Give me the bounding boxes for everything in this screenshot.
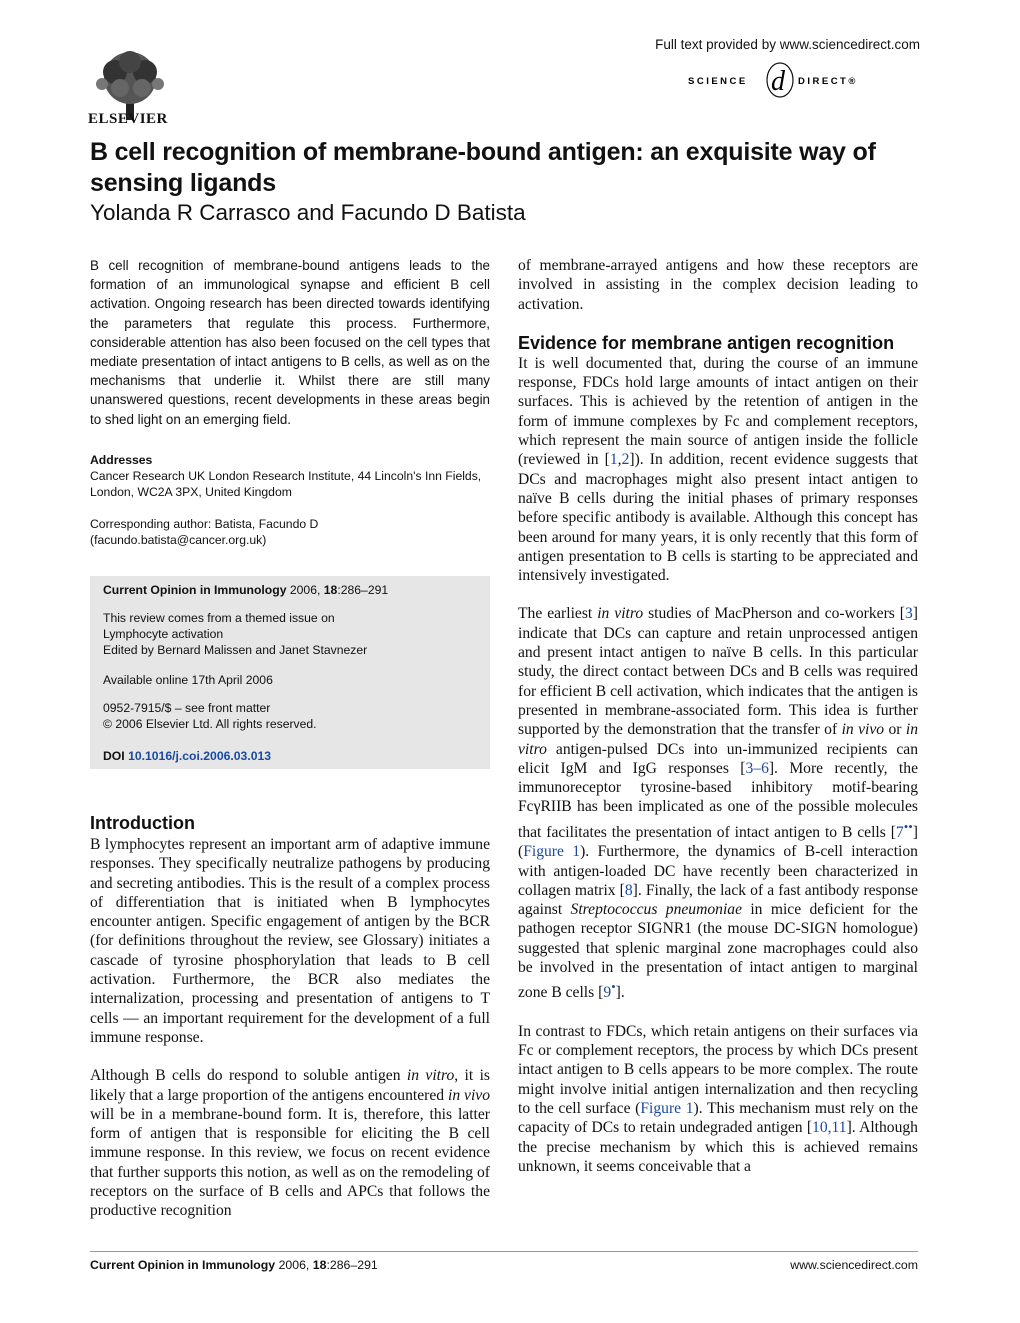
footer-rule — [90, 1251, 918, 1252]
citation-link[interactable]: 9• — [603, 979, 616, 1002]
article-info-box — [90, 576, 490, 769]
corresponding-email-line: (facundo.batista@cancer.org.uk) — [90, 532, 267, 547]
citation-link[interactable]: 3–6 — [745, 759, 769, 777]
citation-link[interactable]: 2 — [621, 451, 630, 469]
evidence-paragraph-2: The earliest in vitro studies of MacPherson and co-workers [3] indicate that DCs can capture and retain unprocessed antigen and present intact antigen to naïve B cells. In this particular study, the direct contact between DCs and B cells was required for efficient B cell activation, which indicates that the antigen is presented in membrane-associated form. This idea is further supported by the demonstration that the transfer of in vivo or in vitro antigen-pulsed DCs into un-immunized recipients can elicit IgM and IgG responses [3–6]. More recently, the immunoreceptor tyrosine-based inhibitory motif-bearing FcγRIIB has been implicated as one of the possible molecules that facilitates the presentation of intact antigen to B cells [7••] (Figure 1). Furthermore, the dynamics of B-cell interaction with antigen-loaded DC have recently been characterized in collagen matrix [8]. Finally, the lack of a fast antibody response against Streptococcus pneumoniae in mice deficient for the pathogen receptor SIGNR1 (the mouse DC-SIGN homologue) suggested that splenic marginal zone macrophages could also be involved in the presentation of intact antigen to marginal zone B cells [9•]. — [518, 605, 919, 1002]
sd-left-word: SCIENCE — [688, 76, 748, 87]
figure-link[interactable]: Figure 1 — [523, 843, 581, 861]
sd-right-word: DIRECT® — [798, 76, 858, 87]
evidence-heading: Evidence for membrane antigen recognition — [518, 332, 895, 353]
figure-link[interactable]: Figure 1 — [640, 1099, 694, 1117]
svg-text:d: d — [771, 66, 785, 97]
citation-link[interactable]: 3 — [905, 605, 913, 623]
citation-link[interactable]: 8 — [624, 881, 633, 899]
addresses-heading: Addresses — [90, 452, 153, 467]
journal-citation: Current Opinion in Immunology 2006, 18:286–291 — [103, 583, 389, 597]
intro-continuation: of membrane-arrayed antigens and how these receptors are involved in assisting in the complex decision leading to activation. — [518, 257, 918, 313]
abstract: B cell recognition of membrane-bound antigens leads to the formation of an immunological synapse and efficient B cell activation. Ongoing research has been directed towards identifying the parameters that regulate this process. Furthermore, considerable attention has also been focused on the cell types that mediate presentation of intact antigens to B cells, as well as on the mechanisms that underlie it. Whilst there are still many unanswered questions, recent developments in these areas begin to shed light on an emerging field. — [90, 258, 490, 427]
issue-editors: Edited by Bernard Malissen and Janet Stavnezer — [103, 643, 368, 657]
citation-link[interactable]: 7•• — [895, 818, 913, 841]
evidence-paragraph-1: It is well documented that, during the course of an immune response, FDCs hold large amounts of intact antigen on their surfaces. This is achieved by the retention of antigen in the form of immune complexes by Fc and complement receptors, which represent the main source of antigen inside the follicle (reviewed in [1,2]). In addition, recent evidence suggests that DCs and macrophages might also present intact antigen to naïve B cells during the initial phases of primary responses before specific antibody is available. Although this concept has been around for many years, it is only recently that this form of antigen presentation to B cells is starting to be appreciated and intensively investigated. — [518, 354, 918, 585]
copyright: © 2006 Elsevier Ltd. All rights reserved. — [103, 717, 317, 731]
doi-line: DOI 10.1016/j.coi.2006.03.013 — [103, 749, 272, 763]
publisher-name: ELSEVIER — [88, 111, 168, 127]
doi-link[interactable]: 10.1016/j.coi.2006.03.013 — [128, 749, 272, 763]
footer-citation: Current Opinion in Immunology 2006, 18:286–291 — [90, 1258, 378, 1272]
article-authors: Yolanda R Carrasco and Facundo D Batista — [90, 200, 526, 225]
citation-link[interactable]: 1 — [609, 451, 618, 469]
corresponding-author: Corresponding author: Batista, Facundo D — [90, 516, 319, 531]
sciencedirect-logo — [688, 60, 888, 102]
introduction-paragraph-1: B lymphocytes represent an important arm of adaptive immune responses. They specifically neutralize pathogens by producing and secreting antibodies. This is the result of a complex process of differentiation that is initiated when B lymphocytes encounter antigen. Specific engagement of antigen by the BCR (for definitions throughout the review, see Glossary) initiates a cascade of tyrosine phosphorylation that leads to B cell activation. Furthermore, the BCR also mediates the internalization, processing and presentation of antigens to T cells — an important requirement for the development of a full immune response. — [90, 836, 490, 1046]
addresses-text: Cancer Research UK London Research Institute, 44 Lincoln's Inn Fields, London, WC2A 3PX, United Kingdom — [90, 468, 482, 499]
themed-issue-line: This review comes from a themed issue on — [103, 611, 335, 625]
citation-link[interactable]: 10,11 — [812, 1119, 847, 1137]
left-column — [90, 256, 490, 548]
article-title: B cell recognition of membrane-bound antigen: an exquisite way of sensing ligands — [90, 138, 876, 197]
available-online: Available online 17th April 2006 — [103, 673, 273, 687]
author-email-link[interactable]: facundo.batista@cancer.org.uk — [94, 532, 263, 547]
introduction-paragraph-2: Although B cells do respond to soluble antigen in vitro, it is likely that a large proportion of the antigens encountered in vivo will be in a membrane-bound form. It is, therefore, this latter form of antigen that is responsible for eliciting the B cell immune response. In this review, we focus on recent evidence that further supports this notion, as well as on the remodeling of receptors on the surface of B cells and APCs that follows the productive recognition — [90, 1067, 491, 1220]
issn-price: 0952-7915/$ – see front matter — [103, 701, 271, 715]
themed-issue-topic: Lymphocyte activation — [103, 627, 224, 641]
introduction-section — [90, 813, 490, 1221]
footer-url[interactable]: www.sciencedirect.com — [790, 1258, 918, 1272]
evidence-paragraph-3: In contrast to FDCs, which retain antigens on their surfaces via Fc or complement receptors, the process by which DCs present intact antigen to B cells appears to be more complex. The route might involve initial antigen internalization and then recycling to the cell surface (Figure 1). This mechanism must rely on the capacity of DCs to retain undegraded antigen [10,11]. Although the precise mechanism by which this is achieved remains unknown, it seems conceivable that a — [518, 1022, 918, 1175]
introduction-heading: Introduction — [90, 813, 195, 833]
right-column — [518, 256, 918, 1176]
fulltext-notice[interactable]: Full text provided by www.sciencedirect.com — [655, 37, 920, 52]
